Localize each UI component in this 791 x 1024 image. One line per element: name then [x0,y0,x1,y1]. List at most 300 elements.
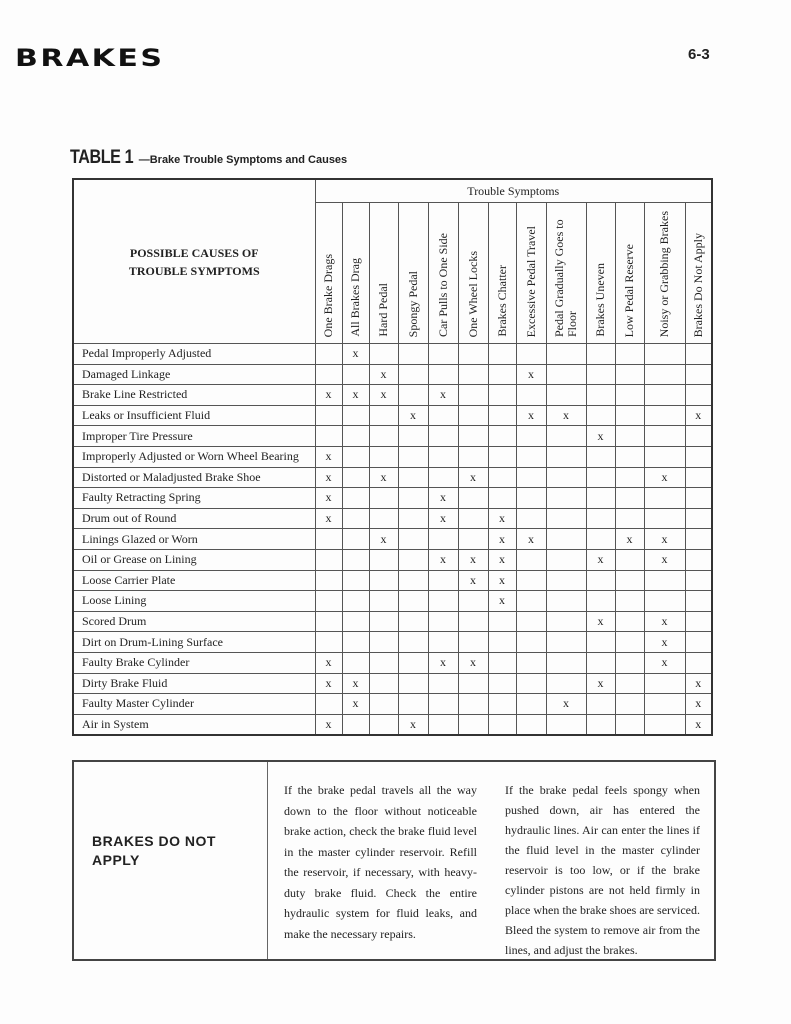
symptom-cell [458,426,488,447]
symptom-cell [398,611,428,632]
symptom-cell [615,673,644,694]
symptom-cell [458,364,488,385]
symptom-cell [342,632,369,653]
symptom-cell [516,714,546,735]
symptom-cell [546,344,586,365]
cause-cell: Faulty Master Cylinder [73,694,315,715]
symptom-cell: x [458,570,488,591]
cause-cell: Leaks or Insufficient Fluid [73,405,315,426]
symptom-cell: x [315,714,342,735]
table-row [73,405,712,426]
symptom-cell: x [685,405,712,426]
cause-cell: Loose Carrier Plate [73,570,315,591]
symptom-cell [516,591,546,612]
symptom-cell [398,344,428,365]
symptom-cell [369,488,398,509]
symptom-cell [644,570,685,591]
symptom-cell [644,694,685,715]
symptom-cell: x [685,714,712,735]
symptom-header [685,203,712,344]
cause-cell: Faulty Brake Cylinder [73,652,315,673]
symptom-cell [615,632,644,653]
cause-cell: Linings Glazed or Worn [73,529,315,550]
symptom-cell [458,591,488,612]
symptom-cell [516,488,546,509]
symptom-cell [458,611,488,632]
symptom-cell [398,467,428,488]
symptom-cell [342,508,369,529]
symptom-cell [428,426,458,447]
symptom-cell [586,529,615,550]
symptom-cell [546,508,586,529]
symptom-cell [516,467,546,488]
symptom-cell [369,694,398,715]
symptom-label: Pedal Gradually Goes to Floor [552,219,579,337]
symptom-cell: x [458,652,488,673]
symptom-cell [315,364,342,385]
symptom-cell: x [428,508,458,529]
symptom-cell: x [586,549,615,570]
symptom-header [644,203,685,344]
symptom-cell [398,364,428,385]
symptom-label: Hard Pedal [376,283,390,337]
symptom-cell [458,714,488,735]
symptom-label: Brakes Chatter [494,265,509,337]
symptom-cell: x [458,467,488,488]
symptom-cell [615,611,644,632]
symptom-cell [685,364,712,385]
symptom-cell: x [488,529,516,550]
symptom-cell: x [315,508,342,529]
symptom-cell: x [685,673,712,694]
table-row [73,694,712,715]
symptom-cell [546,591,586,612]
symptom-cell [586,694,615,715]
symptom-cell [428,446,458,467]
symptom-cell: x [398,714,428,735]
note-paragraph-1: If the brake pedal travels all the way down to the floor without noticeable brake action, check the brake fluid level in the master cylinder reservoir. Refill the reservoir, if necessary, with heavy-duty brake fluid. Check the entire hydraulic system for fluid leaks, and make the necessary repairs. [284,783,477,941]
symptom-cell [428,714,458,735]
symptom-cell [488,344,516,365]
symptom-cell [315,344,342,365]
symptom-cell [369,426,398,447]
symptom-cell [516,549,546,570]
symptom-cell [586,570,615,591]
symptom-cell [342,529,369,550]
symptom-cell [644,364,685,385]
symptom-cell [428,364,458,385]
symptom-label: All Brakes Drag [348,258,362,337]
symptom-cell [315,694,342,715]
symptom-cell [458,508,488,529]
symptom-cell [369,611,398,632]
symptom-cell [315,426,342,447]
symptom-header [615,203,644,344]
symptom-cell [488,611,516,632]
symptom-cell [315,570,342,591]
symptom-cell: x [644,549,685,570]
symptom-cell [685,611,712,632]
symptom-cell [644,591,685,612]
brake-trouble-table [72,178,713,736]
symptom-cell [458,446,488,467]
symptom-cell [586,508,615,529]
symptom-cell [685,570,712,591]
symptom-header [458,203,488,344]
symptom-cell: x [315,673,342,694]
table-row [73,488,712,509]
symptom-cell [516,673,546,694]
cause-cell: Loose Lining [73,591,315,612]
cause-cell: Dirty Brake Fluid [73,673,315,694]
symptom-cell [488,385,516,406]
symptom-cell [644,508,685,529]
symptom-label: One Brake Drags [321,253,335,337]
symptom-cell [369,446,398,467]
symptom-cell [516,611,546,632]
symptom-cell [398,426,428,447]
note-box [72,760,716,961]
symptom-cell [398,591,428,612]
symptom-cell: x [369,364,398,385]
symptom-cell: x [369,529,398,550]
symptom-cell [516,344,546,365]
symptom-cell: x [428,549,458,570]
symptom-cell [615,344,644,365]
symptom-cell [546,549,586,570]
table-row [73,364,712,385]
table-row [73,344,712,365]
symptom-cell [488,714,516,735]
symptom-cell [685,467,712,488]
table-row [73,467,712,488]
table-row [73,385,712,406]
symptom-cell [398,694,428,715]
table-caption: —Brake Trouble Symptoms and Causes [138,154,348,166]
cause-cell: Air in System [73,714,315,735]
symptom-cell: x [488,591,516,612]
symptom-cell: x [546,405,586,426]
symptom-cell [488,673,516,694]
symptom-cell [685,508,712,529]
symptom-cell [369,549,398,570]
symptom-cell [586,632,615,653]
symptom-cell: x [516,405,546,426]
symptom-cell [342,591,369,612]
symptom-cell [586,714,615,735]
table-row [73,673,712,694]
symptom-cell: x [369,385,398,406]
symptom-cell [546,364,586,385]
symptom-header [586,203,615,344]
divider [267,762,268,959]
symptom-header [315,203,342,344]
symptom-cell [546,446,586,467]
symptom-cell [546,385,586,406]
symptom-cell [546,611,586,632]
symptom-cell [398,488,428,509]
symptom-cell [685,529,712,550]
table-row [73,549,712,570]
symptom-cell [685,549,712,570]
symptom-cell [586,364,615,385]
symptom-cell [369,714,398,735]
symptom-cell: x [342,694,369,715]
symptom-cell [342,405,369,426]
symptom-cell: x [342,385,369,406]
symptom-cell [369,570,398,591]
symptom-cell [488,467,516,488]
symptom-cell [315,611,342,632]
symptom-cell [615,426,644,447]
symptom-cell: x [586,673,615,694]
table-row [73,446,712,467]
symptom-cell [685,652,712,673]
causes-header-line: TROUBLE SYMPTOMS [128,263,260,278]
symptom-cell [428,570,458,591]
symptom-cell [516,570,546,591]
symptom-cell [342,467,369,488]
symptom-cell: x [342,673,369,694]
table-number: TABLE 1 [70,147,134,168]
table-row [73,632,712,653]
symptom-header [546,203,586,344]
symptom-cell [516,385,546,406]
symptom-cell [546,652,586,673]
symptom-header [398,203,428,344]
symptom-cell [546,529,586,550]
symptom-cell: x [369,467,398,488]
symptom-cell [644,446,685,467]
symptom-cell [586,446,615,467]
symptom-cell [685,488,712,509]
symptom-cell [428,467,458,488]
symptom-cell [342,488,369,509]
symptom-cell [546,467,586,488]
symptom-cell [685,344,712,365]
symptom-cell: x [488,508,516,529]
symptom-cell [685,446,712,467]
symptom-cell [488,426,516,447]
symptom-cell [369,652,398,673]
symptom-header [488,203,516,344]
symptom-header [516,203,546,344]
symptom-cell [615,405,644,426]
cause-cell: Oil or Grease on Lining [73,549,315,570]
symptom-cell [615,694,644,715]
table-row [73,570,712,591]
symptom-cell [369,673,398,694]
symptom-cell [586,385,615,406]
symptom-label: Car Pulls to One Side [435,233,450,337]
symptom-cell [458,694,488,715]
symptom-cell [516,694,546,715]
symptom-label: One Wheel Locks [465,250,480,337]
symptom-cell [458,385,488,406]
symptom-label: Brakes Uneven [593,263,607,337]
table-title [70,147,347,169]
symptom-cell [644,673,685,694]
symptom-cell: x [586,426,615,447]
symptom-cell [615,488,644,509]
symptom-cell [398,632,428,653]
symptom-cell [615,508,644,529]
symptom-cell [398,508,428,529]
symptom-cell: x [315,652,342,673]
symptoms-group-header: Trouble Symptoms [315,179,712,203]
symptom-cell: x [516,364,546,385]
symptom-cell [546,714,586,735]
table-row [73,508,712,529]
symptom-cell [615,570,644,591]
symptom-cell: x [685,694,712,715]
symptom-cell [615,714,644,735]
symptom-cell [586,405,615,426]
symptom-cell: x [428,652,458,673]
symptom-cell: x [458,549,488,570]
symptom-cell: x [586,611,615,632]
cause-cell: Scored Drum [73,611,315,632]
symptom-cell [428,529,458,550]
symptom-cell: x [644,529,685,550]
symptom-cell: x [644,652,685,673]
symptom-header [342,203,369,344]
symptom-cell: x [428,488,458,509]
symptom-cell [315,591,342,612]
page-number: 6-3 [688,46,710,63]
symptom-cell: x [398,405,428,426]
symptom-cell [516,426,546,447]
symptom-cell: x [644,632,685,653]
table-row [73,652,712,673]
symptom-cell [458,632,488,653]
symptom-cell: x [644,467,685,488]
symptom-cell [644,714,685,735]
symptom-cell [615,652,644,673]
symptom-cell [644,405,685,426]
symptom-label: Noisy or Grabbing Brakes [657,210,671,337]
symptom-header [369,203,398,344]
symptom-cell [369,508,398,529]
symptom-cell [369,632,398,653]
symptom-cell [458,529,488,550]
symptom-cell [516,652,546,673]
causes-header [73,179,315,344]
symptom-cell [685,426,712,447]
symptom-cell: x [315,385,342,406]
symptom-cell [546,632,586,653]
symptom-cell [428,694,458,715]
symptom-cell [615,385,644,406]
symptom-cell [342,364,369,385]
symptom-cell [615,446,644,467]
symptom-cell [398,529,428,550]
table-row [73,426,712,447]
symptom-cell [546,570,586,591]
symptom-cell [488,446,516,467]
symptom-label: Excessive Pedal Travel [523,225,538,337]
symptom-cell [458,673,488,694]
symptom-cell [369,591,398,612]
cause-cell: Drum out of Round [73,508,315,529]
symptom-cell [398,446,428,467]
symptom-cell [488,405,516,426]
symptom-cell [428,591,458,612]
symptom-label: Low Pedal Reserve [622,243,636,337]
symptom-cell [644,426,685,447]
symptom-cell [369,344,398,365]
symptom-header [428,203,458,344]
symptom-cell [342,549,369,570]
symptom-cell: x [546,694,586,715]
symptom-cell [685,632,712,653]
symptom-cell [315,632,342,653]
symptom-cell [428,673,458,694]
symptom-cell [644,385,685,406]
cause-cell: Pedal Improperly Adjusted [73,344,315,365]
symptom-cell [342,570,369,591]
symptom-cell [428,632,458,653]
symptom-cell [586,652,615,673]
symptom-cell [342,611,369,632]
cause-cell: Faulty Retracting Spring [73,488,315,509]
symptom-cell [488,364,516,385]
symptom-cell [615,467,644,488]
symptom-cell [428,344,458,365]
symptom-cell [546,426,586,447]
symptom-cell [342,652,369,673]
symptom-cell [488,694,516,715]
symptom-cell [685,591,712,612]
symptom-cell [488,652,516,673]
note-paragraph-2: If the brake pedal feels spongy when pushed down, air has entered the hydraulic lines. Air can enter the lines if the fluid level in the master cylinder reservoir is too low, or if the brake cylinder pistons are not held firmly in place when the brake shoes are serviced. Bleed the system to remove air from the lines, and adjust the brakes. [505,783,700,957]
symptom-cell [315,405,342,426]
symptom-cell: x [488,549,516,570]
symptom-cell [516,632,546,653]
symptom-cell [615,549,644,570]
symptom-label: Spongy Pedal [405,270,420,337]
symptom-cell [615,591,644,612]
symptom-cell [398,385,428,406]
symptom-cell [428,405,458,426]
symptom-cell [488,488,516,509]
symptom-cell [586,591,615,612]
cause-cell: Distorted or Maladjusted Brake Shoe [73,467,315,488]
table-row [73,714,712,735]
symptom-cell [586,467,615,488]
symptom-cell [369,405,398,426]
symptom-cell [315,549,342,570]
symptom-cell [644,488,685,509]
symptom-cell: x [315,446,342,467]
symptom-cell: x [644,611,685,632]
symptom-label: Brakes Do Not Apply [690,232,705,337]
cause-cell: Damaged Linkage [73,364,315,385]
symptom-cell [488,632,516,653]
symptom-cell [342,446,369,467]
symptom-cell [342,426,369,447]
table-row [73,591,712,612]
section-title: BRAKES [15,44,165,72]
table-row [73,611,712,632]
symptom-cell [398,549,428,570]
cause-cell: Improperly Adjusted or Worn Wheel Bearing [73,446,315,467]
symptom-cell [546,673,586,694]
symptom-cell [516,446,546,467]
symptom-cell [315,529,342,550]
symptom-cell [546,488,586,509]
symptom-cell [458,488,488,509]
